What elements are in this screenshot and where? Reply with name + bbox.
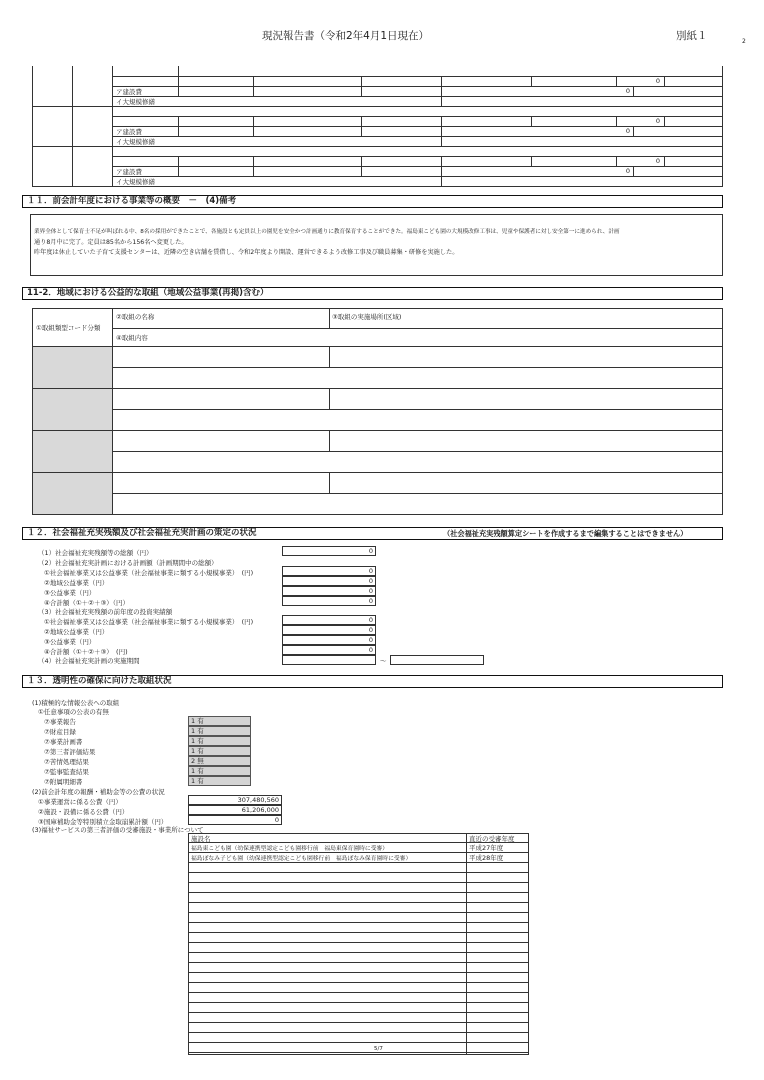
table-row-line xyxy=(188,952,529,953)
table-row-line xyxy=(188,1052,529,1053)
item-label: ①社会福祉事業又は公益事業（社会福祉事業に類する小規模事業） (円) xyxy=(44,618,254,626)
item-label: ②地域公益事業（円） xyxy=(44,579,109,587)
disclosure-label: ⑦苦情処理結果 xyxy=(44,758,89,766)
period-start xyxy=(282,655,376,665)
item-label: ④合計額（①＋②＋③）（円） xyxy=(44,599,130,607)
item-label: ③公益事業（円） xyxy=(44,589,96,597)
page-number: 5/7 xyxy=(374,1046,383,1052)
table-row-line xyxy=(188,1032,529,1033)
table-row-line xyxy=(188,1002,529,1003)
fund-label: ②施設・設備に係る公費（円） xyxy=(38,808,129,816)
period-end xyxy=(390,655,484,665)
table-row-line xyxy=(188,912,529,913)
section-13-header: １３．透明性の確保に向けた取組状況 xyxy=(22,675,723,688)
item-value: 0 xyxy=(282,576,376,586)
section-11-remarks xyxy=(34,227,724,259)
column-year-header: 直近の受審年度 xyxy=(469,835,515,843)
item-label: （2）社会福祉充実計画における計画額（計画期間中の総額） xyxy=(38,559,218,567)
column-code-header: ①取組類型コード分類 xyxy=(36,324,101,332)
section-12-header: １２．社会福祉充実残額及び社会福祉充実計画の策定の状況 xyxy=(22,527,723,540)
table-row-line xyxy=(188,1012,529,1013)
remarks-line: 昨年度は休止していた子育て支援センターは、近隣の空き店舗を賃借し、令和2年度より開設、運営できるよう改修工事及び職員募集・研修を実施した。 xyxy=(34,249,459,256)
item-label: ②地域公益事業（円） xyxy=(44,628,109,636)
subsection-heading: ①任意事項の公表の有無 xyxy=(38,708,109,716)
table-row-line xyxy=(188,922,529,923)
item-label: （3）社会福祉充実残額の前年度の投資実績額 xyxy=(38,608,173,616)
table-row-line xyxy=(188,892,529,893)
item-value: 0 xyxy=(282,645,376,655)
disclosure-value: 1 有 xyxy=(188,726,251,736)
item-value: 0 xyxy=(282,615,376,625)
disclosure-label: ⑦事業報告 xyxy=(44,718,76,726)
remarks-line: 通り8月中に完了。定員は85名から156名へ変更した。 xyxy=(34,238,188,246)
facility-year: 平成27年度 xyxy=(469,844,504,852)
table-row-line xyxy=(188,982,529,983)
table-row-line xyxy=(188,992,529,993)
disclosure-label: ⑦財産目録 xyxy=(44,728,76,736)
table-row-line xyxy=(188,932,529,933)
row-label: ア建設費 xyxy=(116,168,142,176)
column-place-header: ③取組の実施場所(区域) xyxy=(332,313,402,321)
table-value: 0 xyxy=(625,127,630,135)
subsection-heading: (2)前会計年度の報酬・補助金等の公費の状況 xyxy=(32,788,165,796)
item-value: 0 xyxy=(282,596,376,606)
table-row-line xyxy=(188,1042,529,1043)
table-value: 0 xyxy=(625,167,630,175)
page-title: 現況報告書（令和2年4月1日現在） xyxy=(262,30,430,42)
disclosure-value: 1 有 xyxy=(188,716,251,726)
item-value: 0 xyxy=(282,635,376,645)
table-row-line xyxy=(188,1022,529,1023)
disclosure-label: ⑦第三者評価結果 xyxy=(44,748,96,756)
table-value: 0 xyxy=(655,77,660,85)
disclosure-value: 1 有 xyxy=(188,766,251,776)
table-value: 0 xyxy=(655,117,660,125)
table-value: 0 xyxy=(625,87,630,95)
disclosure-value: 1 有 xyxy=(188,736,251,746)
remarks-line: 業界全体として保育士不足が叫ばれる中、8名の採用ができたことで、各施設とも定員以上の園児を安全かつ計画通りに教育保育することができた。福島東こども園の大規模改修工事は、児童や保護者に対し安全第一に進められ、計画 xyxy=(34,229,620,235)
table-row-line xyxy=(188,962,529,963)
facility-year: 平成28年度 xyxy=(469,854,504,862)
fund-label: ③国庫補助金等特別積立金取崩累計額（円） xyxy=(38,818,168,826)
row-label: ア建設費 xyxy=(116,128,142,136)
item-label: ①社会福祉事業又は公益事業（社会福祉事業に類する小規模事業） (円) xyxy=(44,569,254,577)
facility-name: 福島ぽなみ子ども園（幼保連携型認定こども園移行前 福島ぽなみ保育園時に受審） xyxy=(191,856,412,862)
table-row-line xyxy=(188,862,529,863)
table-row-line xyxy=(188,872,529,873)
item-label: ③公益事業（円） xyxy=(44,638,96,646)
annex-label: 別紙１ xyxy=(676,30,708,42)
subsection-heading: (1)積極的な情報公表への取組 xyxy=(32,699,120,707)
item-value: 0 xyxy=(282,546,376,556)
row-label: ア建設費 xyxy=(116,88,142,96)
column-name-header: ②取組の名称 xyxy=(116,313,155,321)
column-facility-header: 施設名 xyxy=(191,835,211,843)
row-label: イ大規模修繕 xyxy=(116,98,155,106)
corner-mark: 2 xyxy=(742,38,746,45)
disclosure-label: ⑦監事監査結果 xyxy=(44,768,89,776)
table-row-line xyxy=(188,882,529,883)
table-row-line xyxy=(188,942,529,943)
item-value: 0 xyxy=(282,586,376,596)
disclosure-value: 1 有 xyxy=(188,746,251,756)
fund-value: 307,480,560 xyxy=(188,795,282,805)
column-content-header: ④取組内容 xyxy=(116,334,148,342)
item-label: ④合計額（①＋②＋③） (円) xyxy=(44,648,128,656)
item-label: （4）社会福祉充実計画の実施期間 xyxy=(38,657,140,665)
section-11-header: １１．前会計年度における事業等の概要 － (4)備考 xyxy=(22,195,723,208)
disclosure-label: ⑦事業計画書 xyxy=(44,738,83,746)
section-12-note: （社会福祉充実残額算定シートを作成するまで編集することはできません） xyxy=(443,529,688,538)
item-value: 0 xyxy=(282,625,376,635)
tilde-separator: ～ xyxy=(380,657,387,665)
section-11-2-header: 11-2．地域における公益的な取組（地域公益事業(再掲)含む） xyxy=(22,287,723,300)
row-label: イ大規模修繕 xyxy=(116,138,155,146)
fund-value: 61,206,000 xyxy=(188,805,282,815)
table-row-line xyxy=(188,902,529,903)
fund-label: ①事業運営に係る公費（円） xyxy=(38,798,122,806)
facility-name: 福島東こども園（幼保連携型認定こども園移行前 福島東保育園時に受審） xyxy=(191,846,389,852)
table-row-line xyxy=(188,972,529,973)
disclosure-value: 2 無 xyxy=(188,756,251,766)
table-value: 0 xyxy=(655,157,660,165)
item-label: （1）社会福祉充実残額等の総額（円） xyxy=(38,549,153,557)
disclosure-value: 1 有 xyxy=(188,776,251,786)
item-value: 0 xyxy=(282,566,376,576)
fund-value: 0 xyxy=(188,815,282,825)
subsection-heading: (3)福祉サービスの第三者評価の受審施設・事業所について xyxy=(32,826,204,834)
row-label: イ大規模修繕 xyxy=(116,178,155,186)
disclosure-label: ⑦附属明細書 xyxy=(44,778,83,786)
